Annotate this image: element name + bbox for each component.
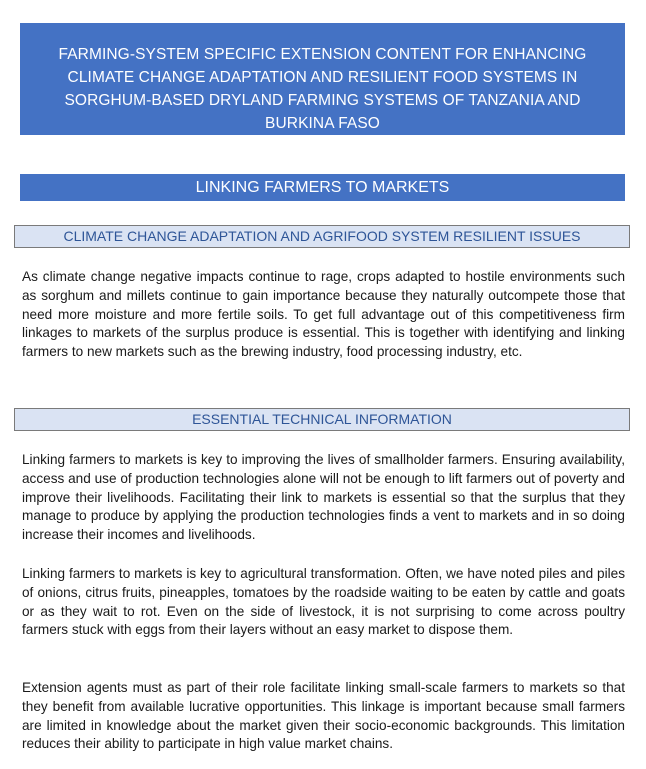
subheading-technical-information-label: ESSENTIAL TECHNICAL INFORMATION: [192, 411, 452, 427]
subheading-climate-adaptation-label: CLIMATE CHANGE ADAPTATION AND AGRIFOOD SYSTEM RESILIENT ISSUES: [63, 228, 581, 244]
document-title: FARMING-SYSTEM SPECIFIC EXTENSION CONTENT FOR ENHANCING CLIMATE CHANGE ADAPTATION AND RESILIENT FOOD SYSTEMS IN SORGHUM-BASED DRYLAND FARMING SYSTEMS OF TANZANIA AND BURKINA FASO: [58, 46, 587, 132]
paragraph-technical-2: Linking farmers to markets is key to agricultural transformation. Often, we have noted piles and piles of onions, citrus fruits, pineapples, tomatoes by the roadside waiting to be eaten by cattle and goats or as they wait to rot. Even on the side of livestock, it is not surprising to come across poultry farmers stuck with eggs from their layers without an easy market to dispose them.: [22, 566, 625, 638]
subheading-climate-adaptation: [14, 225, 630, 248]
section-title: LINKING FARMERS TO MARKETS: [195, 179, 450, 196]
document-title-banner: [20, 23, 625, 135]
paragraph-technical-3: Extension agents must as part of their role facilitate linking small-scale farmers to markets so that they benefit from available lucrative opportunities. This linkage is important because small farmers are limited in knowledge about the market given their socio-economic backgrounds. This limitation reduces their ability to participate in high value market chains.: [22, 680, 625, 752]
subheading-technical-information: [14, 408, 630, 431]
section-title-banner: [20, 174, 625, 201]
paragraph-climate-adaptation: As climate change negative impacts continue to rage, crops adapted to hostile environments such as sorghum and millets continue to gain importance because they naturally outcompete those that need more moisture and more fertile soils. To get full advantage out of this competitiveness firm linkages to markets of the surplus produce is essential. This is together with identifying and linking farmers to new markets such as the brewing industry, food processing industry, etc.: [22, 269, 625, 360]
paragraph-technical-1: Linking farmers to markets is key to improving the lives of smallholder farmers. Ensuring availability, access and use of production technologies alone will not be enough to lift farmers out of poverty and improve their livelihoods. Facilitating their link to markets is essential so that the surplus that they manage to produce by applying the production technologies finds a vent to markets and in so doing increase their incomes and livelihoods.: [22, 452, 625, 543]
